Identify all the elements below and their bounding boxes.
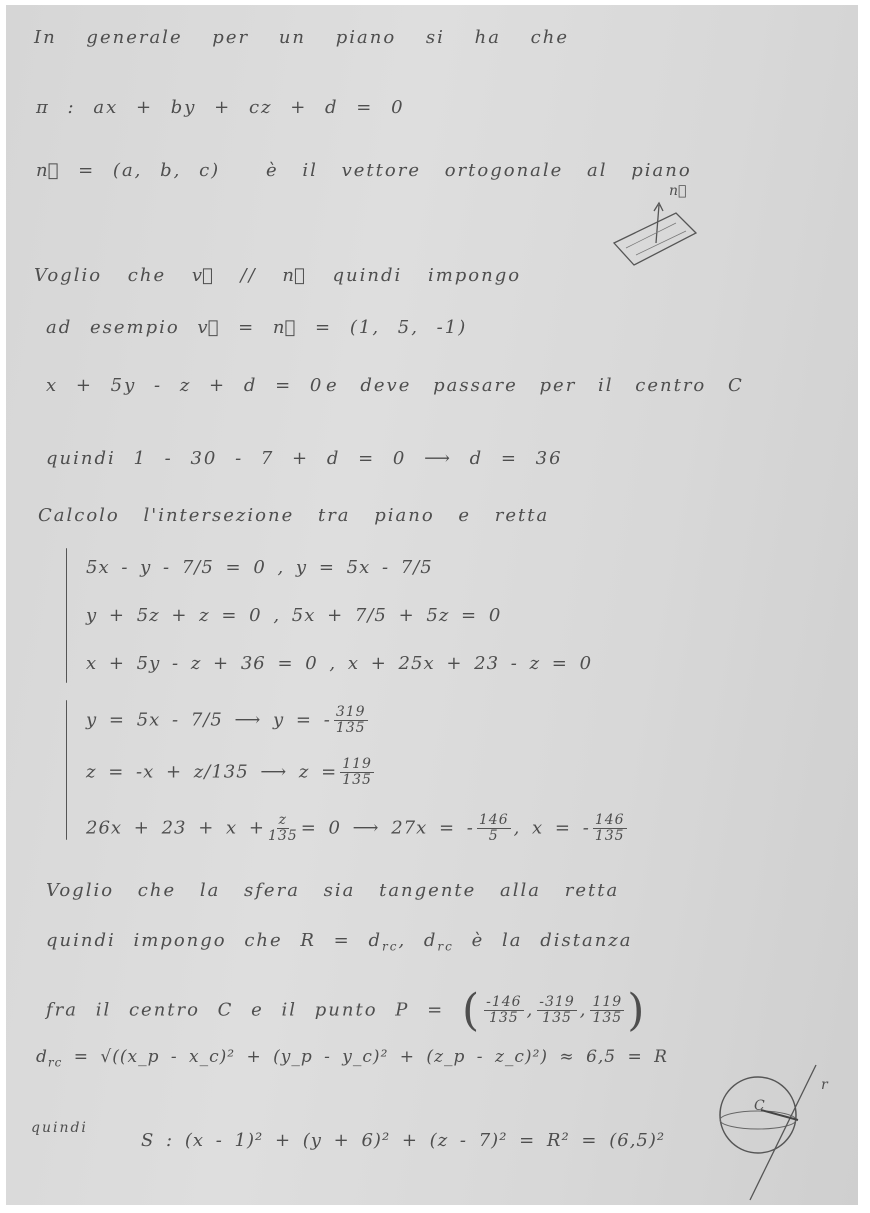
fraction	[593, 813, 627, 844]
parallel-condition: Voglio che v⃗ // n⃗ quindi impongo	[34, 265, 522, 286]
denominator: 5	[488, 828, 499, 844]
normal-vector: n⃗ = (a, b, c)	[36, 160, 221, 181]
system1-row: y + 5z + z = 0 , 5x + 7/5 + 5z = 0	[86, 605, 502, 626]
eq-text: y = 5x - 7/5 ⟶ y = -	[86, 709, 331, 731]
eq-text: z = -x + z/135 ⟶ z =	[86, 761, 338, 783]
denominator: 135	[342, 772, 372, 788]
fraction	[590, 995, 624, 1026]
fraction	[268, 813, 298, 844]
numerator: 119	[592, 994, 623, 1010]
plane-family: x + 5y - z + d = 0	[46, 375, 324, 396]
subscript: rc	[437, 939, 454, 954]
fraction	[334, 705, 368, 736]
denominator: 135	[335, 720, 366, 736]
numerator: 146	[594, 812, 625, 828]
eq-text: = 0 ⟶ 27x = -	[300, 817, 474, 839]
intersection-heading: Calcolo l'intersezione tra piano e retta	[38, 505, 550, 526]
numerator: -146	[486, 994, 522, 1010]
system2-row	[86, 813, 630, 844]
fraction	[484, 995, 523, 1026]
example-vector: ad esempio v⃗ = n⃗ = (1, 5, -1)	[46, 317, 468, 338]
eq-text: quindi impongo che R = d	[46, 930, 382, 951]
denominator: 135	[594, 828, 625, 844]
system-brace	[66, 548, 67, 683]
radius-condition	[46, 930, 633, 954]
intro-line: In generale per un piano si ha che	[34, 27, 569, 48]
system-brace	[66, 700, 67, 840]
d-computation: quindi 1 - 30 - 7 + d = 0 ⟶ d = 36	[46, 448, 563, 469]
eq-text: 26x + 23 + x +	[86, 817, 265, 839]
normal-vector-description: è il vettore ortogonale al piano	[266, 160, 692, 181]
fraction	[537, 995, 576, 1026]
numerator: -319	[539, 994, 575, 1010]
eq-text: d	[36, 1047, 48, 1067]
eq-text: fra il centro C e il punto P =	[46, 999, 445, 1021]
denominator: 135	[488, 1010, 519, 1026]
subscript: rc	[381, 939, 399, 954]
distance-formula	[36, 1047, 668, 1069]
denominator: 135	[542, 1010, 572, 1026]
subscript: rc	[47, 1055, 63, 1070]
denominator: 135	[267, 828, 298, 844]
eq-text: = √((x_p - x_c)² + (y_p - y_c)² + (z_p - z_c)²) ≈ 6,5 = R	[73, 1047, 668, 1067]
denominator: 135	[592, 1010, 623, 1026]
numerator: z	[278, 812, 288, 828]
system1-row: 5x - y - 7/5 = 0 , y = 5x - 7/5	[86, 557, 433, 578]
center-condition: e deve passare per il centro C	[326, 375, 744, 396]
quindi-label: quindi	[31, 1120, 88, 1136]
numerator: 119	[342, 756, 372, 772]
sphere-center-label: C	[754, 1098, 767, 1114]
plane-normal-diagram	[606, 183, 716, 273]
eq-text: è la distanza	[471, 930, 633, 951]
eq-text: , x = -	[513, 817, 590, 839]
eq-text: , d	[398, 930, 438, 951]
plane-equation: π : ax + by + cz + d = 0	[36, 97, 405, 118]
numerator: 146	[478, 812, 509, 828]
point-p: fra il centro C e il punto P = ( $\frac{-146}{135}$ , $\frac{-319}{135}$ , $\frac{119}{135}$ )	[46, 985, 647, 1036]
fraction	[340, 757, 374, 788]
diagram-normal-label: n⃗	[669, 183, 689, 199]
fraction	[477, 813, 511, 844]
line-r-label: r	[821, 1077, 830, 1093]
system2-row	[86, 705, 371, 736]
system2-row	[86, 757, 377, 788]
notebook-page	[6, 5, 858, 1205]
numerator: 319	[335, 704, 366, 720]
tangency-condition: Voglio che la sfera sia tangente alla retta	[46, 880, 620, 901]
sphere-equation: S : (x - 1)² + (y + 6)² + (z - 7)² = R² = (6,5)²	[141, 1130, 666, 1151]
sphere-tangent-diagram	[706, 1055, 836, 1203]
system1-row: x + 5y - z + 36 = 0 , x + 25x + 23 - z = 0	[86, 653, 593, 674]
